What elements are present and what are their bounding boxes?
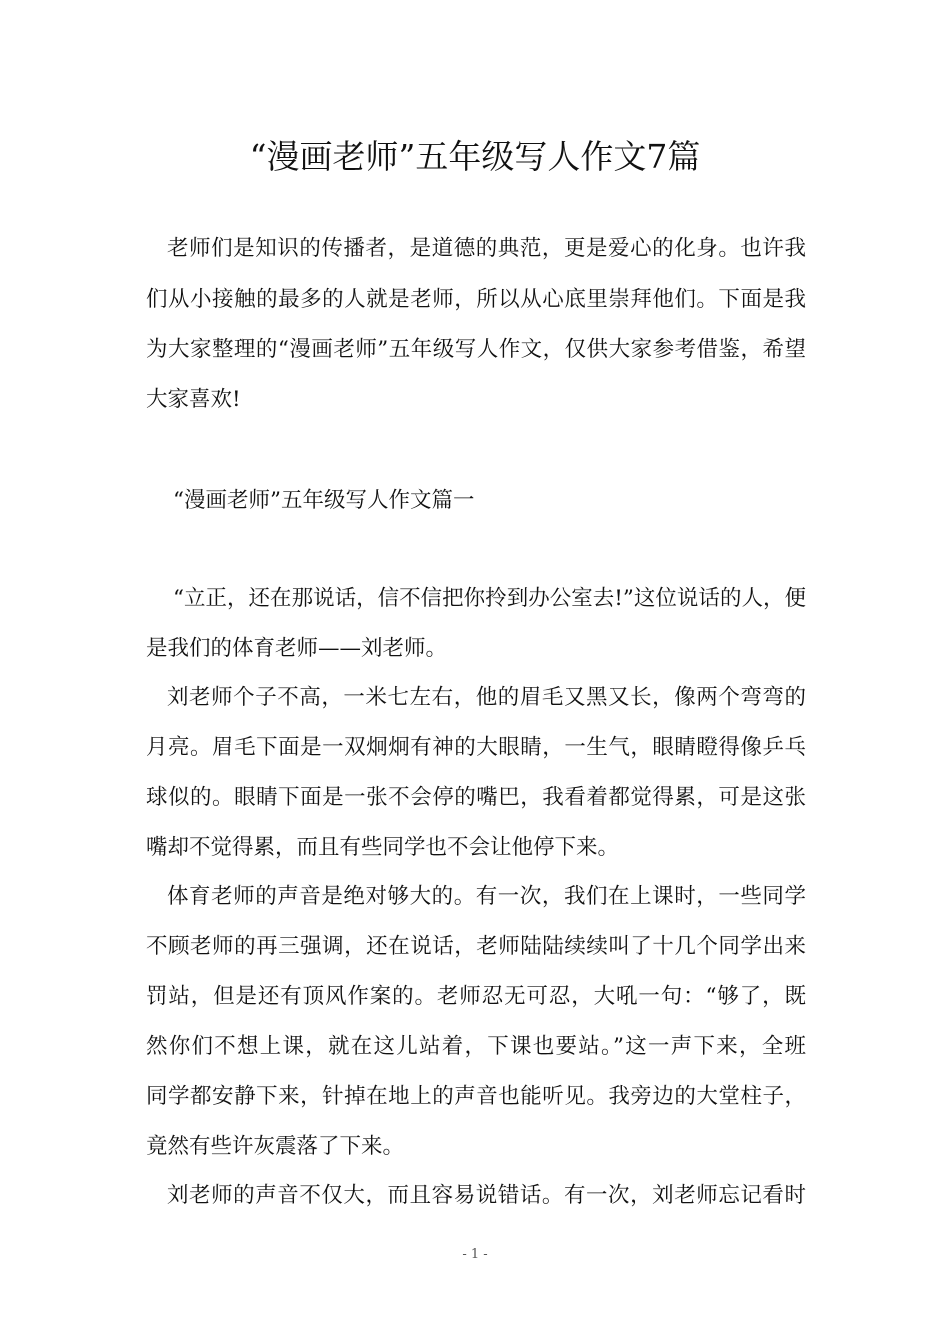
paragraph-3-line-1: 体育老师的声音是绝对够大的。有一次，我们在上课时，一些同学 [167,884,806,909]
paragraph-3-line-6: 竟然有些许灰震落了下来。 [146,1134,405,1159]
paragraph-3-line-4: 然你们不想上课，就在这儿站着，下课也要站。”这一声下来，全班 [146,1034,806,1059]
paragraph-3-line-3: 罚站，但是还有顶风作案的。老师忍无可忍，大吼一句：“够了，既 [146,984,806,1009]
paragraph-1-line-1: “立正，还在那说话，信不信把你拎到办公室去!”这位说话的人，便 [173,586,806,611]
paragraph-3-line-2: 不顾老师的再三强调，还在说话，老师陆陆续续叫了十几个同学出来 [146,934,806,959]
section-heading: “漫画老师”五年级写人作文篇一 [173,488,475,513]
paragraph-2-line-2: 月亮。眉毛下面是一双炯炯有神的大眼睛，一生气，眼睛瞪得像乒乓 [146,735,806,760]
paragraph-2-line-3: 球似的。眼睛下面是一张不会停的嘴巴，我看着都觉得累，可是这张 [146,785,806,810]
paragraph-3-line-5: 同学都安静下来，针掉在地上的声音也能听见。我旁边的大堂柱子， [146,1084,806,1109]
intro-line-4: 大家喜欢! [146,387,241,412]
document-title: “漫画老师”五年级写人作文7篇 [249,137,701,176]
paragraph-2-line-4: 嘴却不觉得累，而且有些同学也不会让他停下来。 [146,835,620,860]
paragraph-2-line-1: 刘老师个子不高，一米七左右，他的眉毛又黑又长，像两个弯弯的 [167,685,806,710]
intro-line-1: 老师们是知识的传播者，是道德的典范，更是爱心的化身。也许我 [167,236,806,261]
intro-line-3: 为大家整理的“漫画老师”五年级写人作文，仅供大家参考借鉴，希望 [146,337,806,362]
paragraph-1-line-2: 是我们的体育老师——刘老师。 [146,636,448,661]
paragraph-4-line-1: 刘老师的声音不仅大，而且容易说错话。有一次，刘老师忘记看时 [167,1183,806,1208]
page-number: - 1 - [462,1247,488,1262]
intro-line-2: 们从小接触的最多的人就是老师，所以从心底里崇拜他们。下面是我 [146,287,806,312]
